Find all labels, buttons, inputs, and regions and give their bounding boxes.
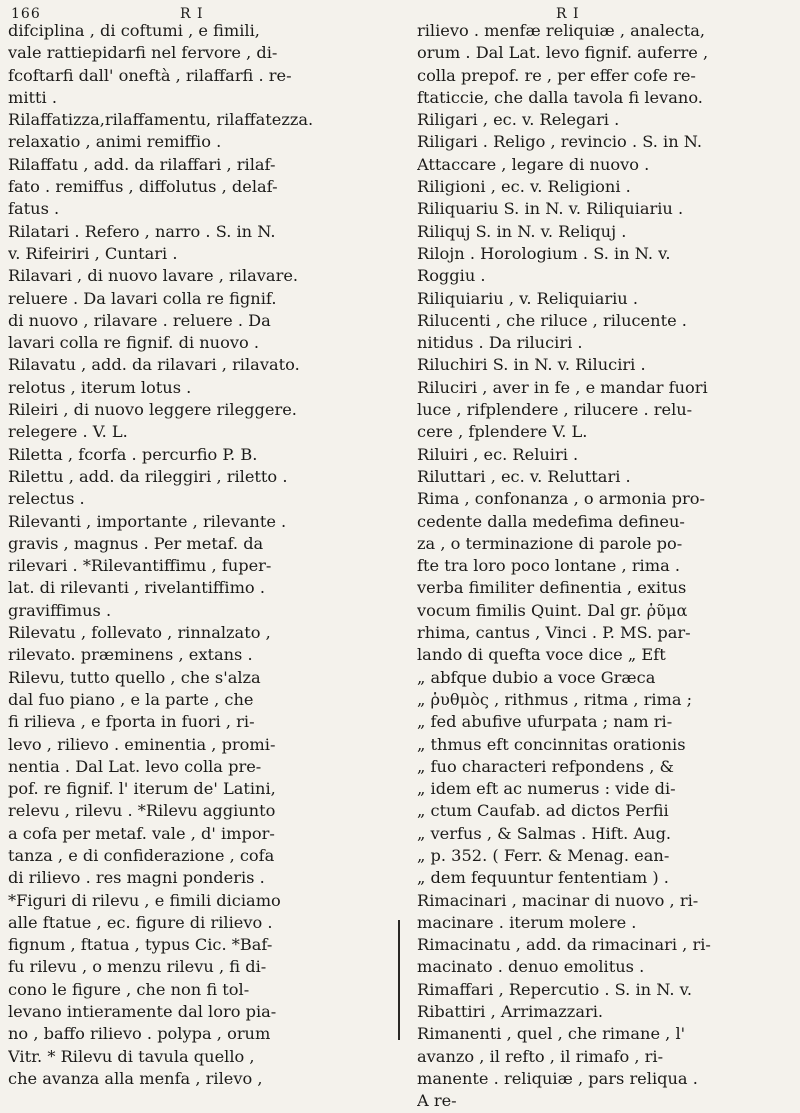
right-column	[417, 20, 792, 1113]
text-line: Roggiu .	[417, 266, 486, 286]
text-line: „ fed abufive ufurpata ; nam ri-	[417, 712, 673, 732]
text-line: Rimacinatu , add. da rimacinari , ri-	[417, 935, 711, 955]
text-line: verba fimiliter definentia , exitus	[417, 578, 687, 598]
text-line: Rilavatu , add. da rilavari , rilavato.	[8, 355, 300, 375]
text-line: „ verfus , & Salmas . Hift. Aug.	[417, 823, 672, 843]
text-line: nitidus . Da riluciri .	[417, 333, 583, 353]
text-line: Rilettu , add. da rileggiri , riletto .	[8, 466, 288, 486]
text-line: „ ctum Caufab. ad dictos Perfii	[417, 801, 669, 821]
text-line: vocum fimilis Quint. Dal gr. ῥῦμα	[417, 600, 688, 620]
text-line: Rileiri , di nuovo leggere rileggere.	[8, 400, 297, 420]
text-line: Rilaffatu , add. da rilaffari , rilaf-	[8, 154, 276, 174]
text-line: Riligioni , ec. v. Religioni .	[417, 177, 631, 197]
text-line: manente . reliquiæ , pars reliqua .	[417, 1068, 698, 1088]
text-line: „ fuo characteri refpondens , &	[417, 756, 674, 776]
text-line: no , baffo rilievo . polypa , orum	[8, 1024, 271, 1044]
text-line: „ abfque dubio a voce Græca	[417, 667, 656, 687]
text-line: Riluchiri S. in N. v. Riluciri .	[417, 355, 646, 375]
text-line: fignum , ftatua , typus Cic. *Baf-	[8, 935, 273, 955]
text-line: nentia . Dal Lat. levo colla pre-	[8, 756, 262, 776]
text-line: Attaccare , legare di nuovo .	[417, 154, 650, 174]
text-line: rilevato. præminens , extans .	[8, 645, 253, 665]
text-line: fu rilevu , o menzu rilevu , fi di-	[8, 957, 267, 977]
text-line: fcoftarfi dall' oneftà , rilaffarfi . re-	[8, 65, 292, 85]
text-line: za , o terminazione di parole po-	[417, 533, 683, 553]
text-line: „ p. 352. ( Ferr. & Menag. ean-	[417, 845, 670, 865]
text-line: Ribattiri , Arrimazzari.	[417, 1002, 604, 1022]
text-line: Riluiri , ec. Reluiri .	[417, 444, 579, 464]
text-line: Rilevu, tutto quello , che s'alza	[8, 667, 261, 687]
text-line: v. Rifeiriri , Cuntari .	[8, 243, 178, 263]
text-line: lat. di rilevanti , rivelantiffimo .	[8, 578, 265, 598]
text-line: Riluttari , ec. v. Reluttari .	[417, 466, 631, 486]
text-line: Rilavari , di nuovo lavare , rilavare.	[8, 266, 299, 286]
text-line: rilevari . *Rilevantiffimu , fuper-	[8, 556, 272, 576]
text-line: di nuovo , rilavare . reluere . Da	[8, 310, 271, 330]
text-line: Riliquiariu , v. Reliquiariu .	[417, 288, 638, 308]
text-line: luce , rifplendere , rilucere . relu-	[417, 400, 693, 420]
text-line: levano intieramente dal loro pia-	[8, 1002, 277, 1022]
text-line: A re-	[417, 1091, 457, 1111]
text-line: cere , fplendere V. L.	[417, 422, 588, 442]
text-line: Riligari , ec. v. Relegari .	[417, 110, 620, 130]
page-number: 166	[11, 6, 41, 22]
text-line: cono le figure , che non fi tol-	[8, 979, 250, 999]
text-line: dal fuo piano , e la parte , che	[8, 689, 254, 709]
text-line: gravis , magnus . Per metaf. da	[8, 533, 264, 553]
text-line: graviffimus .	[8, 600, 112, 620]
text-line: vale rattiepidarfi nel fervore , di-	[8, 43, 278, 63]
text-line: orum . Dal Lat. levo fignif. auferre ,	[417, 43, 709, 63]
text-line: Rimacinari , macinar di nuovo , ri-	[417, 890, 699, 910]
text-line: relegere . V. L.	[8, 422, 128, 442]
column-divider	[398, 920, 400, 1040]
text-line: rilievo . menfæ reliquiæ , analecta,	[417, 21, 706, 40]
text-line: „ thmus eft concinnitas orationis	[417, 734, 686, 754]
text-line: relaxatio , animi remiffio .	[8, 132, 222, 152]
text-line: „ ῥυθμὸς , rithmus , ritma , rima ;	[417, 689, 693, 709]
text-line: colla prepof. re , per effer cofe re-	[417, 65, 696, 85]
text-line: a cofa per metaf. vale , d' impor-	[8, 823, 275, 843]
text-line: *Figuri di rilevu , e fimili diciamo	[8, 890, 281, 910]
text-line: Rilevatu , follevato , rinnalzato ,	[8, 623, 271, 643]
text-line: ftaticcie, che dalla tavola fi levano.	[417, 87, 703, 107]
text-line: relectus .	[8, 489, 85, 509]
text-line: Rilucenti , che riluce , rilucente .	[417, 310, 687, 330]
text-line: Rimanenti , quel , che rimane , l'	[417, 1024, 686, 1044]
text-line: Rilaffatizza,rilaffamentu, rilaffatezza.	[8, 110, 314, 130]
text-line: Riliquj S. in N. v. Reliquj .	[417, 221, 627, 241]
text-line: fi rilieva , e fporta in fuori , ri-	[8, 712, 255, 732]
text-line: Rilojn . Horologium . S. in N. v.	[417, 243, 671, 263]
text-line: alle ftatue , ec. figure di rilievo .	[8, 912, 273, 932]
text-line: cedente dalla medefima defineu-	[417, 511, 685, 531]
text-line: reluere . Da lavari colla re fignif.	[8, 288, 277, 308]
text-line: levo , rilievo . eminentia , promi-	[8, 734, 276, 754]
text-line: di rilievo . res magni ponderis .	[8, 868, 265, 888]
text-line: lavari colla re fignif. di nuovo .	[8, 333, 260, 353]
text-line: Rimaffari , Repercutio . S. in N. v.	[417, 979, 693, 999]
text-line: fte tra loro poco lontane , rima .	[417, 556, 681, 576]
text-line: Rilevanti , importante , rilevante .	[8, 511, 287, 531]
text-line: difciplina , di coftumi , e fimili,	[8, 21, 260, 40]
text-line: mitti .	[8, 87, 58, 107]
text-line: avanzo , il refto , il rimafo , ri-	[417, 1046, 664, 1066]
text-line: Riliquariu S. in N. v. Riliquiariu .	[417, 199, 684, 219]
left-running-head: R I	[180, 6, 204, 22]
text-line: fatus .	[8, 199, 60, 219]
text-line: rhima, cantus , Vinci . P. MS. par-	[417, 623, 691, 643]
text-line: pof. re fignif. l' iterum de' Latini,	[8, 779, 276, 799]
text-line: „ idem eft ac numerus : vide di-	[417, 779, 676, 799]
text-line: che avanza alla menfa , rilevo ,	[8, 1068, 263, 1088]
text-line: Riluciri , aver in fe , e mandar fuori	[417, 377, 708, 397]
text-line: fato . remiffus , diffolutus , delaf-	[8, 177, 278, 197]
text-line: Riligari . Religo , revincio . S. in N.	[417, 132, 703, 152]
text-line: Vitr. * Rilevu di tavula quello ,	[8, 1046, 255, 1066]
text-line: Rilatari . Refero , narro . S. in N.	[8, 221, 276, 241]
right-running-head: R I	[556, 6, 580, 22]
text-line: macinare . iterum molere .	[417, 912, 637, 932]
text-line: relotus , iterum lotus .	[8, 377, 192, 397]
text-line: tanza , e di confiderazione , cofa	[8, 845, 275, 865]
text-line: macinato . denuo emolitus .	[417, 957, 645, 977]
text-line: Rima , confonanza , o armonia pro-	[417, 489, 705, 509]
text-line: Riletta , fcorfa . percurfio P. B.	[8, 444, 258, 464]
text-line: „ dem fequuntur fententiam ) .	[417, 868, 669, 888]
left-column	[8, 20, 378, 1090]
text-line: relevu , rilevu . *Rilevu aggiunto	[8, 801, 276, 821]
text-line: lando di quefta voce dice „ Eft	[417, 645, 666, 665]
